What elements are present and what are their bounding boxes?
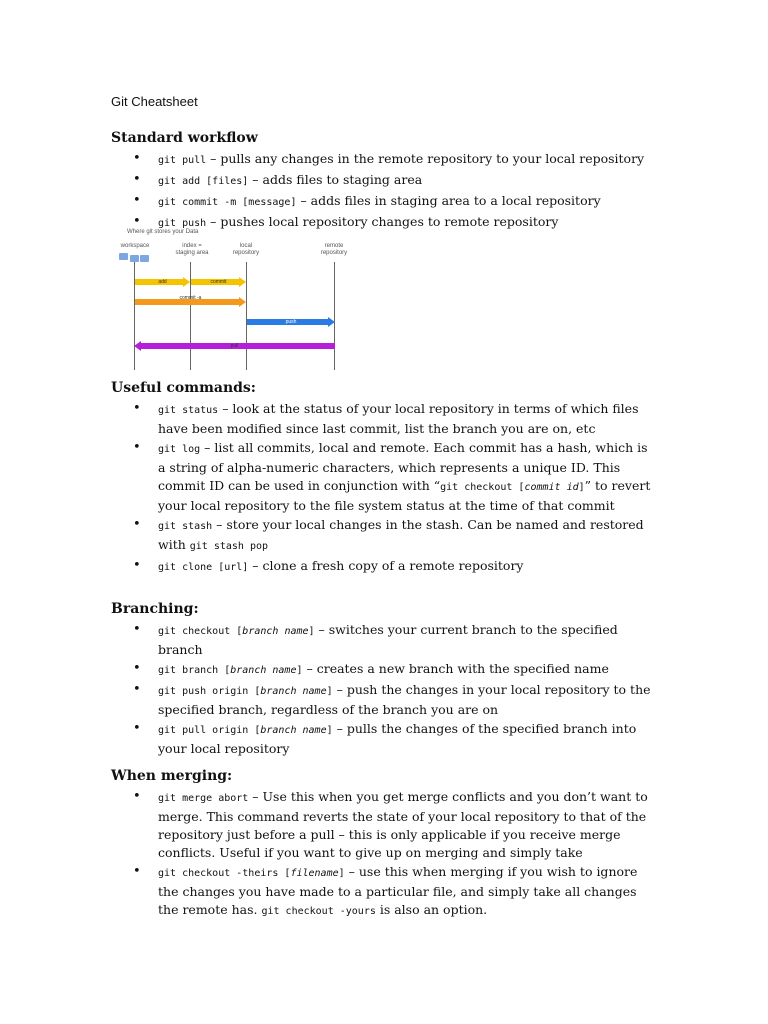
column-remote: remote repository: [320, 243, 348, 256]
heading-standard-workflow: Standard workflow: [111, 130, 258, 146]
lane-line: [246, 262, 247, 370]
heading-useful-commands: Useful commands:: [111, 380, 256, 396]
list-item: • git checkout -theirs [filename] – use this when merging if you wish to ignore the changes you have made to a particular file, and simply take all changes the remote has. git checkout -yours is also an option.: [0, 863, 658, 921]
list-item: • git pull – pulls any changes in the remote repository to your local repository: [0, 150, 658, 170]
git-data-diagram: [115, 226, 350, 371]
list-item: • git clone [url] – clone a fresh copy of a remote repository: [0, 557, 658, 577]
folder-icon: [130, 255, 139, 262]
list-item: • git push – pushes local repository changes to remote repository: [0, 213, 658, 233]
branching-list: [0, 621, 768, 759]
standard-workflow-list: [0, 150, 768, 234]
column-index: index = staging area: [175, 243, 209, 256]
list-item: • git merge abort – Use this when you get merge conflicts and you don’t want to merge. This command reverts the state of your local repository to that of the repository just before a pull – this is only applicable if you receive merge conflicts. Useful if you want to give up on merging and simply take: [0, 788, 658, 862]
list-item: • git checkout [branch name] – switches your current branch to the specified branch: [0, 621, 658, 659]
arrow-commit: commit: [191, 278, 246, 286]
heading-branching: Branching:: [111, 601, 199, 617]
list-item: • git pull origin [branch name] – pulls the changes of the specified branch into your local repository: [0, 720, 658, 758]
folder-icon: [140, 255, 149, 262]
useful-commands-list: [0, 400, 768, 578]
arrow-push: push: [247, 318, 335, 326]
arrow-add: add: [135, 278, 190, 286]
list-item: • git push origin [branch name] – push the changes in your local repository to the specified branch, regardless of the branch you are on: [0, 681, 658, 719]
heading-when-merging: When merging:: [111, 768, 233, 784]
column-workspace: workspace: [120, 243, 150, 249]
arrow-pull: pull: [134, 342, 335, 350]
folder-icon: [119, 253, 128, 260]
column-local: local repository: [232, 243, 260, 256]
list-item: • git commit -m [message] – adds files in staging area to a local repository: [0, 192, 658, 212]
lane-line: [334, 262, 335, 370]
list-item: • git status – look at the status of your local repository in terms of which files have been modified since last commit, list the branch you are on, etc: [0, 400, 658, 438]
list-item: • git stash – store your local changes in the stash. Can be named and restored with git stash pop: [0, 516, 658, 556]
diagram-title: Where git stores your Data: [127, 229, 199, 235]
list-item: • git log – list all commits, local and remote. Each commit has a hash, which is a string of alpha-numeric characters, which represents a unique ID. This commit ID can be used in conjunction with “git checkout [commit id]” to revert your local repository to the file system status at the time of that commit: [0, 439, 658, 515]
arrow-commit-a: commit -a: [135, 298, 246, 306]
list-item: • git add [files] – adds files to staging area: [0, 171, 658, 191]
merging-list: [0, 788, 768, 922]
page-title: Git Cheatsheet: [111, 94, 198, 109]
list-item: • git branch [branch name] – creates a new branch with the specified name: [0, 660, 658, 680]
